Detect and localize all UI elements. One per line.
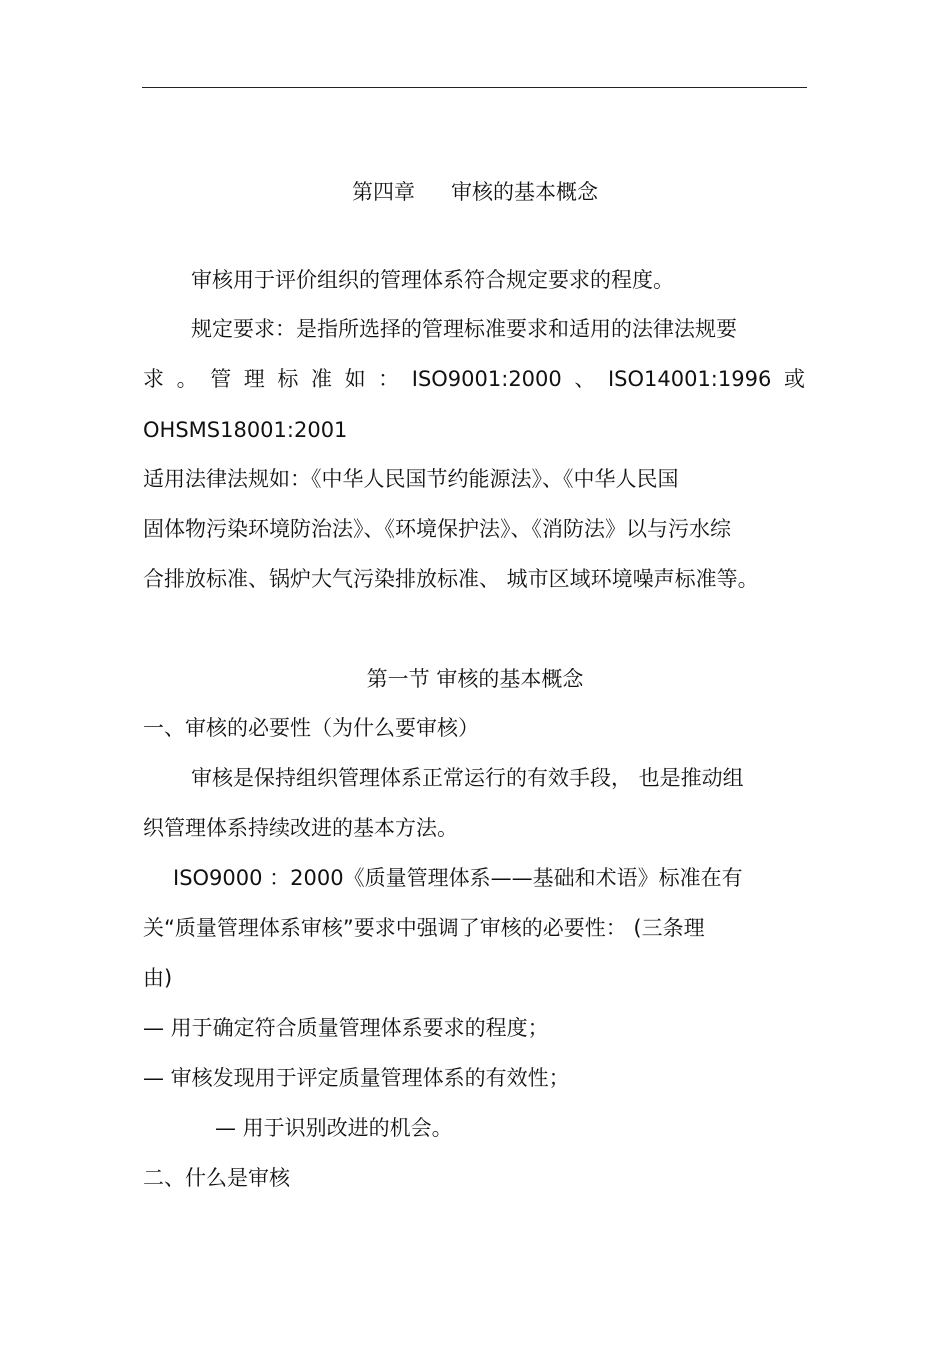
intro-paragraph-2-line-1: 规定要求：是指所选择的管理标准要求和适用的法律法规要	[191, 317, 737, 341]
subheading-what-is-audit: 二、什么是审核	[143, 1166, 290, 1190]
text-fragment: 或	[783, 367, 805, 391]
text-fragment: ：	[378, 367, 400, 391]
reason-item: — 审核发现用于评定质量管理体系的有效性；	[143, 1066, 570, 1090]
text-fragment: 理	[243, 367, 265, 391]
reason-item: — 用于确定符合质量管理体系要求的程度；	[143, 1016, 549, 1040]
text-fragment: 管	[210, 367, 232, 391]
iso-paragraph-line-3: 由)	[143, 966, 173, 990]
intro-paragraph-3-line-1: 适用法律法规如：《中华人民国节约能源法》、《中华人民国	[143, 467, 679, 491]
iso-paragraph-line-1: ISO9000 ：2000《质量管理体系——基础和术语》标准在有	[173, 866, 743, 890]
text-fragment: 如	[344, 367, 366, 391]
section-title: 第一节 审核的基本概念	[366, 667, 584, 691]
chapter-number: 第四章	[352, 180, 415, 204]
text-fragment: 。	[176, 367, 198, 391]
chapter-title: 审核的基本概念	[451, 180, 598, 204]
intro-paragraph-3-line-2: 固体物污染环境防治法》、《环境保护法》、《消防法》以与污水综	[143, 517, 731, 541]
necessity-paragraph-line-1: 审核是保持组织管理体系正常运行的有效手段， 也是推动组	[191, 766, 744, 790]
intro-paragraph-2-line-3: OHSMS18001:2001	[143, 418, 348, 442]
intro-paragraph-1: 审核用于评价组织的管理体系符合规定要求的程度。	[191, 268, 674, 292]
intro-paragraph-2-line-2	[143, 365, 805, 393]
header-rule	[142, 87, 807, 88]
text-fragment: 求	[143, 367, 164, 391]
text-fragment: 、	[574, 367, 596, 391]
reason-item: — 用于识别改进的机会。	[215, 1116, 453, 1140]
iso-paragraph-line-2: 关“质量管理体系审核”要求中强调了审核的必要性： (三条理	[143, 916, 705, 940]
standard-code: ISO14001:1996	[607, 367, 772, 391]
necessity-paragraph-line-2: 织管理体系持续改进的基本方法。	[143, 816, 458, 840]
intro-paragraph-3-line-3: 合排放标准、锅炉大气污染排放标准、 城市区域环境噪声标准等。	[143, 567, 759, 591]
chapter-heading	[0, 178, 950, 206]
subheading-necessity: 一、审核的必要性（为什么要审核）	[143, 716, 479, 740]
text-fragment: 标	[277, 367, 299, 391]
text-fragment: 准	[310, 367, 332, 391]
standard-code: ISO9001:2000	[411, 367, 562, 391]
